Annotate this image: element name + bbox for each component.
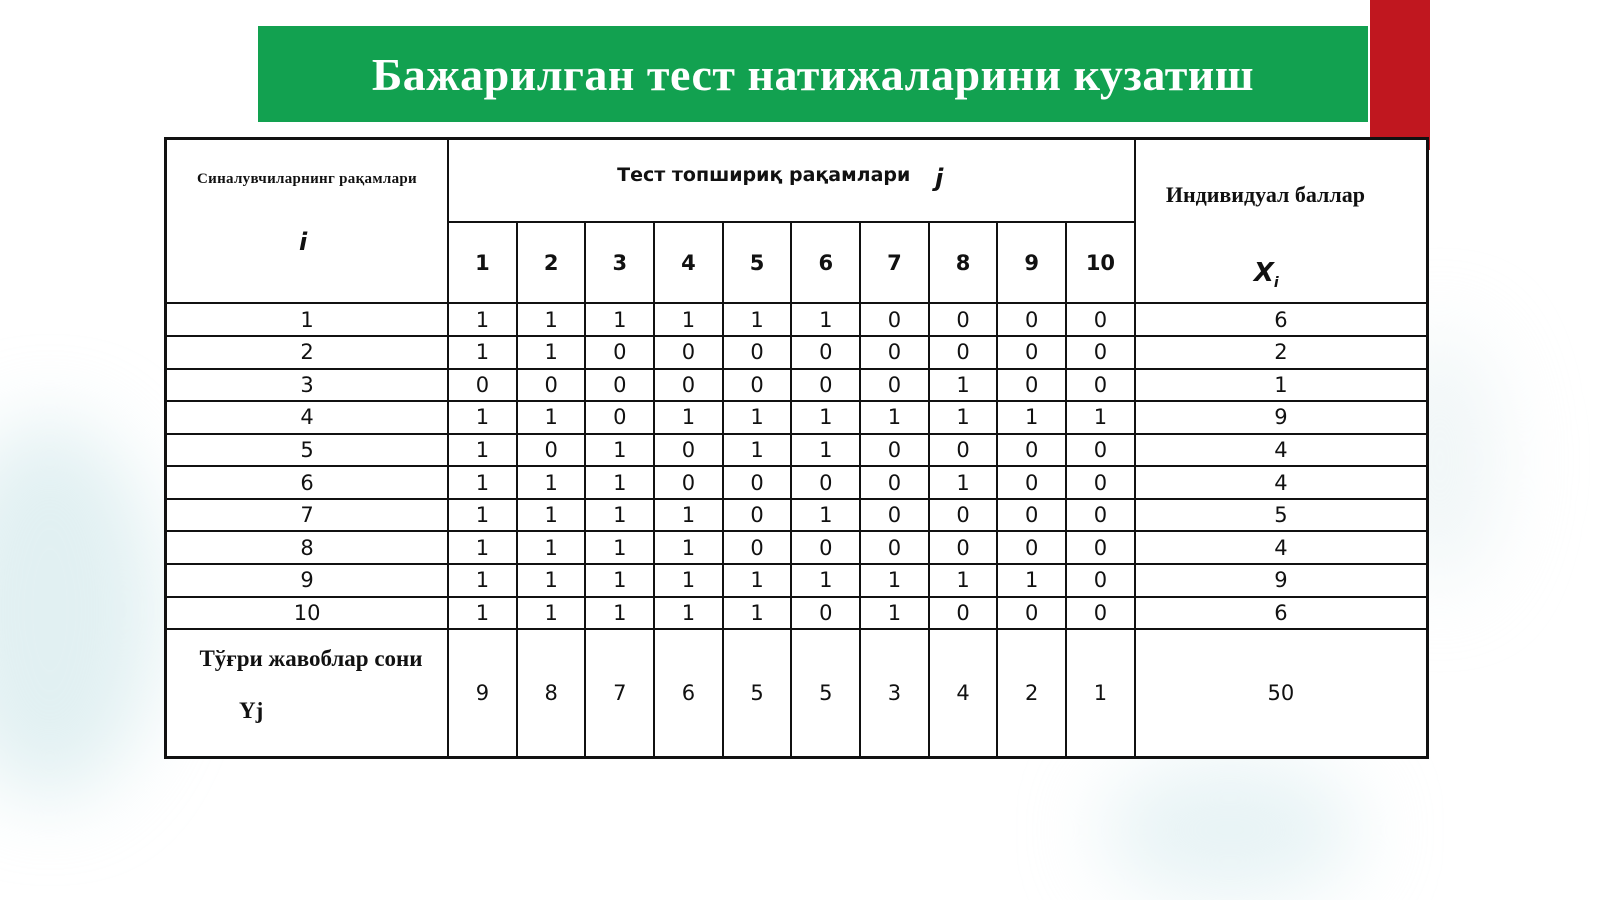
answer-cell: 0: [585, 369, 654, 402]
answer-cell: 1: [517, 597, 586, 630]
answer-cell: 0: [997, 303, 1066, 336]
answer-cell: 1: [585, 434, 654, 467]
answer-cell: 1: [448, 531, 517, 564]
answer-cell: 0: [1066, 466, 1135, 499]
answer-cell: 0: [929, 434, 998, 467]
header-score-cell: [1135, 139, 1428, 304]
task-numbers-label: Тест топшириқ рақамлари: [617, 164, 911, 186]
answer-cell: 0: [860, 531, 929, 564]
answer-cell: 1: [654, 401, 723, 434]
answer-cell: 0: [929, 303, 998, 336]
individual-score-cell: 4: [1135, 466, 1428, 499]
participant-number-cell: 10: [166, 597, 449, 630]
answer-cell: 0: [860, 434, 929, 467]
individual-score-cell: 4: [1135, 434, 1428, 467]
participant-numbers-label: Синалувчиларнинг рақамлари: [197, 171, 417, 187]
answer-cell: 0: [791, 597, 860, 630]
answer-cell: 0: [997, 434, 1066, 467]
header-task-cell: [448, 139, 1135, 222]
table-row: [166, 466, 1428, 499]
answer-cell: 1: [929, 369, 998, 402]
answer-cell: 1: [585, 466, 654, 499]
answer-cell: 1: [654, 531, 723, 564]
individual-score-label: Индивидуал баллар: [1165, 182, 1365, 207]
table-row: [166, 499, 1428, 532]
answer-cell: 0: [517, 434, 586, 467]
correct-count-cell: 6: [654, 629, 723, 757]
table-row: [166, 369, 1428, 402]
answer-cell: 0: [1066, 369, 1135, 402]
correct-count-cell: 5: [791, 629, 860, 757]
answer-cell: 0: [997, 531, 1066, 564]
answer-cell: 0: [929, 499, 998, 532]
answer-cell: 1: [585, 564, 654, 597]
participant-number-cell: 1: [166, 303, 449, 336]
task-number-header: 2: [517, 222, 586, 303]
answer-cell: 0: [929, 531, 998, 564]
participant-number-cell: 9: [166, 564, 449, 597]
answer-cell: 1: [791, 499, 860, 532]
answer-cell: 0: [997, 466, 1066, 499]
correct-count-cell: 2: [997, 629, 1066, 757]
table-row: [166, 336, 1428, 369]
participant-number-cell: 6: [166, 466, 449, 499]
answer-cell: 0: [654, 434, 723, 467]
answer-cell: 0: [654, 466, 723, 499]
answer-cell: 1: [997, 401, 1066, 434]
answer-cell: 0: [723, 369, 792, 402]
answer-cell: 0: [1066, 531, 1135, 564]
answer-cell: 1: [723, 564, 792, 597]
score-symbol-subscript: i: [1273, 275, 1279, 292]
individual-score-cell: 4: [1135, 531, 1428, 564]
answer-cell: 1: [585, 499, 654, 532]
answer-cell: 1: [517, 401, 586, 434]
individual-score-cell: 2: [1135, 336, 1428, 369]
answer-cell: 1: [723, 303, 792, 336]
answer-cell: 1: [791, 564, 860, 597]
background-decoration: [1100, 760, 1360, 900]
participant-number-cell: 7: [166, 499, 449, 532]
answer-cell: 0: [929, 597, 998, 630]
answer-cell: 1: [654, 564, 723, 597]
answer-cell: 1: [448, 564, 517, 597]
individual-score-cell: 5: [1135, 499, 1428, 532]
answer-cell: 1: [654, 597, 723, 630]
individual-score-cell: 1: [1135, 369, 1428, 402]
answer-cell: 0: [997, 336, 1066, 369]
table-row: [166, 597, 1428, 630]
answer-cell: 1: [791, 303, 860, 336]
answer-cell: 1: [860, 564, 929, 597]
score-symbol-letter: X: [1253, 258, 1274, 288]
title-banner: [258, 26, 1368, 122]
totals-row: [166, 629, 1428, 757]
table-row: [166, 531, 1428, 564]
correct-count-cell: 7: [585, 629, 654, 757]
task-number-header: 4: [654, 222, 723, 303]
answer-cell: 0: [997, 597, 1066, 630]
answer-cell: 1: [517, 499, 586, 532]
results-table: [164, 137, 1429, 759]
grand-total-cell: 50: [1135, 629, 1428, 757]
answer-cell: 1: [448, 499, 517, 532]
totals-label-cell: [166, 629, 449, 757]
background-decoration: [0, 420, 160, 800]
answer-cell: 1: [448, 303, 517, 336]
task-number-header: 3: [585, 222, 654, 303]
answer-cell: 0: [860, 303, 929, 336]
answer-cell: 1: [723, 597, 792, 630]
answer-cell: 1: [448, 401, 517, 434]
table-row: [166, 434, 1428, 467]
participant-number-cell: 2: [166, 336, 449, 369]
answer-cell: 1: [723, 434, 792, 467]
answer-cell: 0: [723, 499, 792, 532]
header-row: [166, 139, 1428, 222]
answer-cell: 1: [585, 303, 654, 336]
answer-cell: 0: [860, 336, 929, 369]
answer-cell: 1: [791, 434, 860, 467]
task-number-header: 1: [448, 222, 517, 303]
answer-cell: 1: [654, 499, 723, 532]
answer-cell: 0: [1066, 336, 1135, 369]
individual-score-cell: 6: [1135, 597, 1428, 630]
answer-cell: 1: [517, 564, 586, 597]
answer-cell: 0: [723, 336, 792, 369]
answer-cell: 1: [791, 401, 860, 434]
correct-count-cell: 8: [517, 629, 586, 757]
answer-cell: 1: [723, 401, 792, 434]
task-symbol: j: [935, 164, 944, 192]
task-number-header: 6: [791, 222, 860, 303]
task-number-header: 5: [723, 222, 792, 303]
answer-cell: 1: [517, 303, 586, 336]
answer-cell: 0: [997, 369, 1066, 402]
individual-score-cell: 6: [1135, 303, 1428, 336]
answer-cell: 0: [1066, 499, 1135, 532]
answer-cell: 0: [1066, 434, 1135, 467]
answer-cell: 0: [929, 336, 998, 369]
answer-cell: 1: [448, 336, 517, 369]
correct-count-cell: 3: [860, 629, 929, 757]
answer-cell: 1: [654, 303, 723, 336]
answer-cell: 0: [1066, 564, 1135, 597]
answer-cell: 1: [929, 564, 998, 597]
answer-cell: 1: [448, 434, 517, 467]
participant-number-cell: 8: [166, 531, 449, 564]
answer-cell: 1: [929, 466, 998, 499]
score-symbol: [1254, 258, 1279, 291]
answer-cell: 1: [585, 531, 654, 564]
answer-cell: 0: [1066, 597, 1135, 630]
correct-answers-label: Тўғри жавоблар сони: [199, 646, 423, 672]
participant-number-cell: 4: [166, 401, 449, 434]
participant-number-cell: 5: [166, 434, 449, 467]
answer-cell: 0: [585, 336, 654, 369]
table-row: [166, 303, 1428, 336]
answer-cell: 1: [517, 466, 586, 499]
answer-cell: 1: [585, 597, 654, 630]
answer-cell: 0: [723, 466, 792, 499]
individual-score-cell: 9: [1135, 401, 1428, 434]
task-number-header: 10: [1066, 222, 1135, 303]
answer-cell: 1: [1066, 401, 1135, 434]
answer-cell: 0: [448, 369, 517, 402]
answer-cell: 0: [791, 336, 860, 369]
answer-cell: 0: [723, 531, 792, 564]
participant-symbol: i: [299, 228, 308, 256]
answer-cell: 0: [860, 369, 929, 402]
task-number-header: 9: [997, 222, 1066, 303]
header-participant-cell: [166, 139, 449, 304]
correct-count-cell: 9: [448, 629, 517, 757]
answer-cell: 1: [448, 597, 517, 630]
answer-cell: 0: [517, 369, 586, 402]
answer-cell: 0: [654, 336, 723, 369]
correct-count-cell: 5: [723, 629, 792, 757]
answer-cell: 1: [929, 401, 998, 434]
answer-cell: 1: [860, 597, 929, 630]
table-row: [166, 401, 1428, 434]
table-row: [166, 564, 1428, 597]
answer-cell: 1: [517, 531, 586, 564]
answer-cell: 0: [997, 499, 1066, 532]
answer-cell: 0: [654, 369, 723, 402]
answer-cell: 0: [860, 499, 929, 532]
red-accent-bar: [1370, 0, 1430, 150]
correct-count-cell: 4: [929, 629, 998, 757]
results-table-container: [164, 137, 1429, 759]
task-number-header: 7: [860, 222, 929, 303]
slide-title: Бажарилган тест натижаларини кузатиш: [371, 48, 1255, 100]
answer-cell: 0: [860, 466, 929, 499]
answer-cell: 0: [791, 369, 860, 402]
individual-score-cell: 9: [1135, 564, 1428, 597]
answer-cell: 0: [585, 401, 654, 434]
answer-cell: 0: [791, 466, 860, 499]
answer-cell: 0: [1066, 303, 1135, 336]
correct-count-cell: 1: [1066, 629, 1135, 757]
answer-cell: 1: [517, 336, 586, 369]
answer-cell: 1: [860, 401, 929, 434]
correct-answers-symbol: Yj: [239, 698, 264, 724]
answer-cell: 1: [448, 466, 517, 499]
participant-number-cell: 3: [166, 369, 449, 402]
answer-cell: 1: [997, 564, 1066, 597]
answer-cell: 0: [791, 531, 860, 564]
task-number-header: 8: [929, 222, 998, 303]
